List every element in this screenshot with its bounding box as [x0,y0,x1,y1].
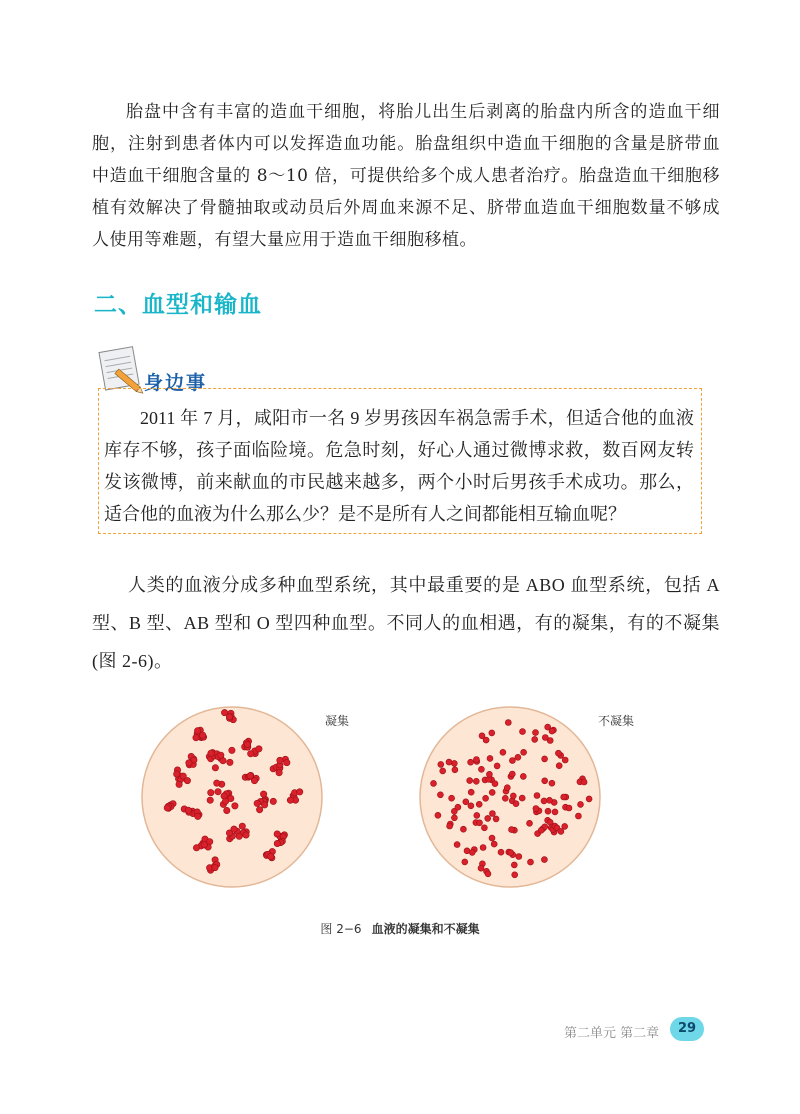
blood-cell [556,763,562,769]
blood-cell [545,808,551,814]
sidebar-title: 身边事 [144,372,208,394]
blood-cell [486,771,492,777]
blood-cell [552,809,558,815]
blood-cell [532,736,538,742]
blood-cell [164,805,170,811]
blood-cell [447,823,453,829]
blood-cell [463,799,469,805]
dish-not-agglutinated [420,707,600,887]
blood-cell [174,771,180,777]
blood-cell [224,807,230,813]
blood-cell [468,803,474,809]
blood-cell [533,730,539,736]
blood-cell [578,801,584,807]
blood-cell [481,825,487,831]
blood-cell [562,757,568,763]
blood-cell [460,826,466,832]
blood-cell [231,826,237,832]
blood-cell [533,806,539,812]
blood-cell [476,801,482,807]
blood-cell [193,845,199,851]
blood-cell [469,849,475,855]
label-not-agglutinated: 不凝集 [598,714,635,728]
page-number: 29 [670,1017,704,1041]
blood-cell [581,779,587,785]
blood-cell [248,751,254,757]
blood-cell [489,835,495,841]
blood-cell [431,780,437,786]
blood-cell [261,802,267,808]
blood-cell [521,749,527,755]
blood-cell [473,778,479,784]
blood-cell [215,789,221,795]
blood-cell [256,807,262,813]
blood-cell [274,831,280,837]
blood-cell [494,763,500,769]
blood-cell [477,820,483,826]
caption-number: 图 2−6 [320,922,362,936]
blood-cell [451,815,457,821]
label-agglutinated: 凝集 [325,714,350,728]
blood-cell [236,833,242,839]
blood-cell [483,737,489,743]
blood-cell [489,789,495,795]
blood-cell [527,820,533,826]
blood-cell [558,828,564,834]
blood-cell [489,730,495,736]
blood-cell [478,766,484,772]
blood-cell [218,752,224,758]
blood-cell [438,761,444,767]
blood-cell [509,771,515,777]
blood-cell [468,759,474,765]
blood-cell [473,757,479,763]
blood-cell [575,813,581,819]
blood-cell [297,789,303,795]
blood-cell [547,797,553,803]
blood-cell [489,811,495,817]
blood-cell [485,815,491,821]
blood-cell [549,780,555,786]
blood-cell [194,728,200,734]
blood-cell [277,757,283,763]
blood-cell [509,827,515,833]
blood-cell [212,864,218,870]
blood-cell [492,781,498,787]
blood-cell [549,728,555,734]
blood-cell [212,765,218,771]
blood-cell [542,778,548,784]
blood-cell [474,812,480,818]
blood-cell [513,801,519,807]
blood-cell [534,793,540,799]
blood-cell [541,857,547,863]
figure-caption [0,920,800,937]
blood-cell [562,823,568,829]
blood-cell [491,841,497,847]
blood-cell [480,845,486,851]
blood-cell [260,791,266,797]
blood-cell [287,797,293,803]
blood-cell [566,805,572,811]
blood-cell [468,789,474,795]
blood-cell [502,795,508,801]
blood-cell [449,795,455,801]
section-heading: 二、血型和输血 [94,292,262,318]
chapter-label: 第二单元 第二章 [564,1026,660,1041]
blood-cell [515,754,521,760]
blood-cell [184,777,190,783]
blood-cell [520,773,526,779]
blood-cell [452,767,458,773]
blood-cell [542,756,548,762]
blood-cell [227,759,233,765]
blood-cell [244,741,250,747]
blood-cell [226,714,232,720]
blood-cell [478,865,484,871]
blood-cell [462,859,468,865]
blood-cell [519,795,525,801]
blood-cell [509,758,515,764]
blood-cell [541,798,547,804]
blood-cell [274,840,280,846]
blood-cell [520,729,526,735]
blood-cell [512,872,518,878]
blood-cell [510,793,516,799]
blood-cell [487,755,493,761]
blood-cell [538,827,544,833]
blood-cell [256,746,262,752]
blood-cell [516,854,522,860]
blood-cell [195,813,201,819]
caption-text: 血液的凝集和不凝集 [371,922,480,936]
blood-cell [239,823,245,829]
blood-cell [454,842,460,848]
blood-cell [446,759,452,765]
blood-cell [586,796,592,802]
blood-cell [201,842,207,848]
blood-cell [508,850,514,856]
blood-cell [243,832,249,838]
blood-cell [254,800,260,806]
blood-cell [222,798,228,804]
blood-cell [437,792,443,798]
blood-cell [511,862,517,868]
blood-cell [276,770,282,776]
blood-cell [284,759,290,765]
blood-cell [467,778,473,784]
blood-cell [504,785,510,791]
blood-cell [232,803,238,809]
blood-cell [485,871,491,877]
blood-cell [200,732,206,738]
blood-cell [500,749,506,755]
blood-cell [208,789,214,795]
blood-cell [435,812,441,818]
blood-cell [528,859,534,865]
blood-cell [493,816,499,822]
paragraph-placenta: 胎盘中含有丰富的造血干细胞，将胎儿出生后剥离的胎盘内所含的造血干细胞，注射到患者体内可以发挥造血功能。胎盘组织中造血干细胞的含量是脐带血中造血干细胞含量的 8～10 倍，可提供给多个成人患者治疗。胎盘造血干细胞移植有效解决了骨髓抽取或动员后外周血来源不足、脐带血造血干细胞数量不够成人使用等难题，有望大量应用于造血干细胞移植。 [92,102,720,250]
blood-cell [498,849,504,855]
blood-cell [270,798,276,804]
figure-blood-agglutination [130,696,670,908]
blood-cell [207,797,213,803]
blood-cell [185,807,191,813]
blood-cell [186,760,192,766]
blood-cell [268,853,274,859]
blood-cell [229,747,235,753]
blood-cell [176,781,182,787]
blood-cell [440,768,446,774]
blood-cell [505,720,511,726]
sidebar-text: 2011 年 7 月，咸阳市一名 9 岁男孩因车祸急需手术，但适合他的血液库存不够，孩子面临险境。危急时刻，好心人通过微博求救，数百网友转发该微博，前来献血的市民越来越多，两个小时后男孩手术成功。那么，适合他的血液为什么那么少？是不是所有人之间都能相互输血呢？ [104,408,694,524]
paragraph-blood-types: 人类的血液分成多种血型系统，其中最重要的是 ABO 血型系统，包括 A 型、B 型、AB 型和 O 型四种血型。不同人的血相遇，有的凝集，有的不凝集(图 2-6)。 [92,575,720,671]
blood-cell [247,773,253,779]
blood-cell [208,750,214,756]
blood-cell [483,795,489,801]
blood-cell [214,780,220,786]
blood-cell [542,735,548,741]
blood-cell [555,750,561,756]
blood-cell [561,794,567,800]
blood-cell [455,804,461,810]
blood-cell [193,735,199,741]
